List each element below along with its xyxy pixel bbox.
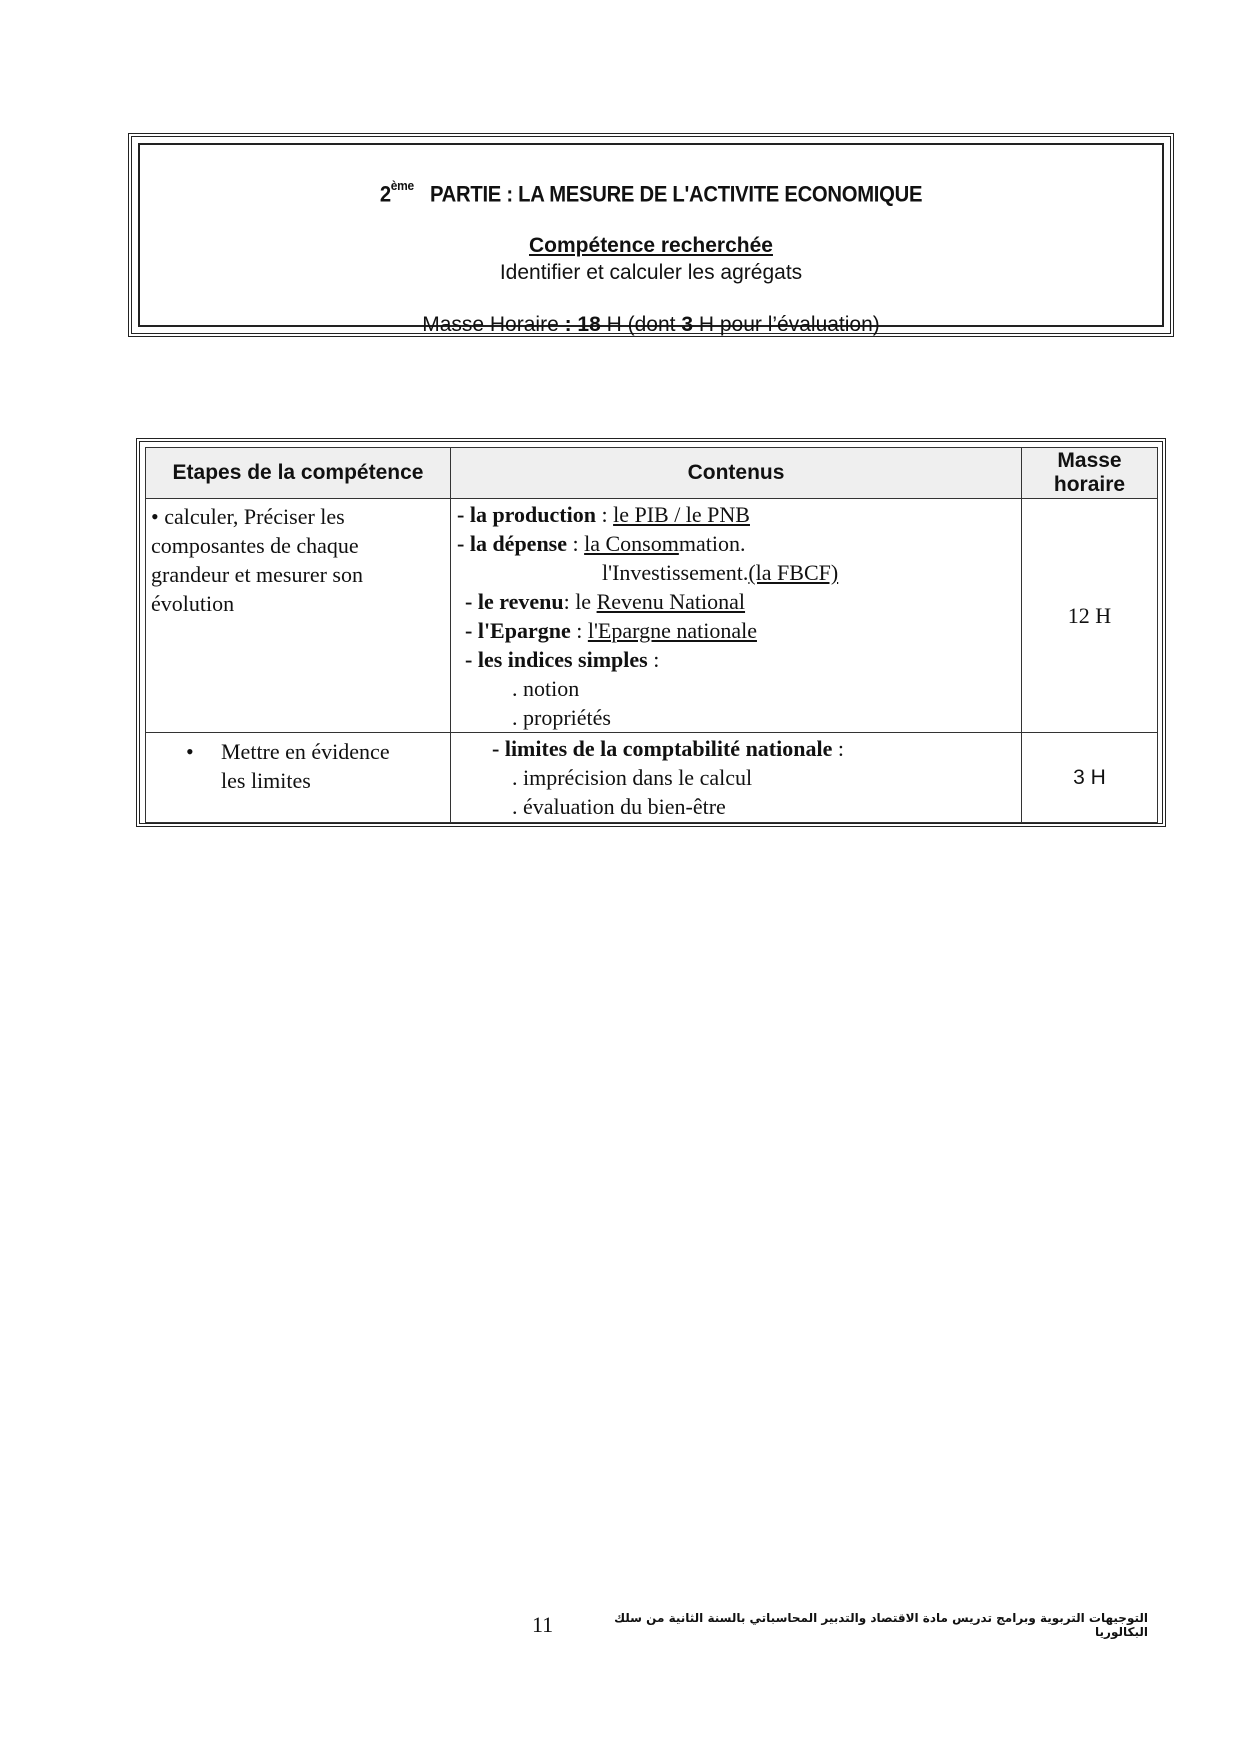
etape-text: calculer, Préciser les (164, 504, 345, 529)
page-number: 11 (532, 1612, 554, 1637)
hours-value: 3 H (1073, 765, 1106, 789)
content-indices (457, 645, 1021, 674)
etape-line: Mettre en évidence (221, 739, 390, 764)
hours-cell-1 (1022, 499, 1158, 733)
etape-line (151, 502, 446, 531)
section-title (181, 178, 1121, 207)
depense-sep: : (567, 531, 585, 556)
section-title-number: 2 (379, 181, 391, 207)
hours-cell-2 (1022, 733, 1158, 823)
epargne-sep: : (570, 618, 588, 643)
competence-text: Identifier et calculer les agrégats (499, 261, 803, 284)
indices-label: - les indices simples (465, 647, 648, 672)
masse-hours: 18 (577, 313, 601, 336)
revenu-label: - le revenu (465, 589, 564, 614)
header-contenus: Contenus (451, 448, 1022, 499)
etape-line: évolution (151, 591, 235, 616)
hours-value: 12 H (1067, 602, 1112, 628)
epargne-value: l'Epargne nationale (587, 618, 757, 643)
etape-cell-1 (146, 499, 451, 733)
content-notion: . notion (512, 676, 580, 701)
masse-horaire-line (140, 313, 1162, 337)
epargne-label: - l'Epargne (465, 618, 571, 643)
table-row (146, 499, 1158, 733)
competence-table (145, 447, 1158, 823)
content-epargne (457, 616, 1021, 645)
production-sep: : (595, 502, 614, 527)
header-masse-line1: Masse (1057, 449, 1122, 472)
content-evaluation: . évaluation du bien-être (512, 794, 726, 819)
revenu-value: Revenu National (596, 589, 746, 614)
investissement-text: l'Investissement. (602, 560, 749, 585)
header-masse-horaire (1022, 448, 1158, 499)
content-revenu (457, 587, 1021, 616)
bullet-icon: • (186, 739, 194, 764)
depense-rest: mation. (678, 531, 746, 556)
etape-line: composantes de chaque (151, 533, 359, 558)
depense-label: - la dépense (457, 531, 567, 556)
masse-colon: : (558, 313, 578, 336)
header-masse-line2: horaire (1053, 473, 1126, 496)
contenus-cell-2 (451, 733, 1022, 823)
competence-table-frame (136, 438, 1166, 827)
content-imprecision: . imprécision dans le calcul (512, 765, 753, 790)
section-title-superscript: ème (390, 178, 414, 193)
production-label: - la production (457, 502, 596, 527)
section-header-box (128, 133, 1174, 337)
masse-eval-text: H pour l’évaluation) (693, 313, 880, 336)
revenu-sep: : le (563, 589, 597, 614)
depense-underlined: la Consom (584, 531, 679, 556)
masse-after-hours: H (dont (600, 313, 682, 336)
table-row (146, 733, 1158, 823)
masse-eval-hours: 3 (681, 313, 694, 336)
masse-label: Masse Horaire (422, 313, 559, 336)
contenus-cell-1 (451, 499, 1022, 733)
etape-bullet-row (146, 733, 450, 795)
content-proprietes: . propriétés (512, 705, 611, 730)
header-etapes: Etapes de la compétence (146, 448, 451, 499)
etape-lines (221, 737, 390, 795)
content-production (457, 500, 1021, 529)
content-limites (457, 734, 1021, 763)
etape-cell-2 (146, 733, 451, 823)
limites-label: - limites de la comptabilité nationale (492, 736, 833, 761)
etape-line: les limites (221, 768, 311, 793)
section-title-text: PARTIE : LA MESURE DE L'ACTIVITE ECONOMIQUE (429, 181, 923, 207)
production-value: le PIB / le PNB (613, 502, 750, 527)
content-investissement (457, 558, 1021, 587)
footer-arabic-text: التوجيهات التربوية وبرامج تدريس مادة الاقتصاد والتدبير المحاسباتي بالسنة الثانية من سلك البكالوريا (614, 1611, 1148, 1639)
etape-line: grandeur et mesurer son (151, 562, 363, 587)
section-header-inner (138, 143, 1164, 336)
competence-label: Compétence recherchée (529, 234, 773, 257)
content-depense (457, 529, 1021, 558)
limites-sep: : (832, 736, 844, 761)
indices-sep: : (647, 647, 660, 672)
bullet-icon: • (151, 504, 159, 529)
fbcf-text: (la FBCF) (748, 560, 839, 585)
table-header-row (146, 448, 1158, 499)
